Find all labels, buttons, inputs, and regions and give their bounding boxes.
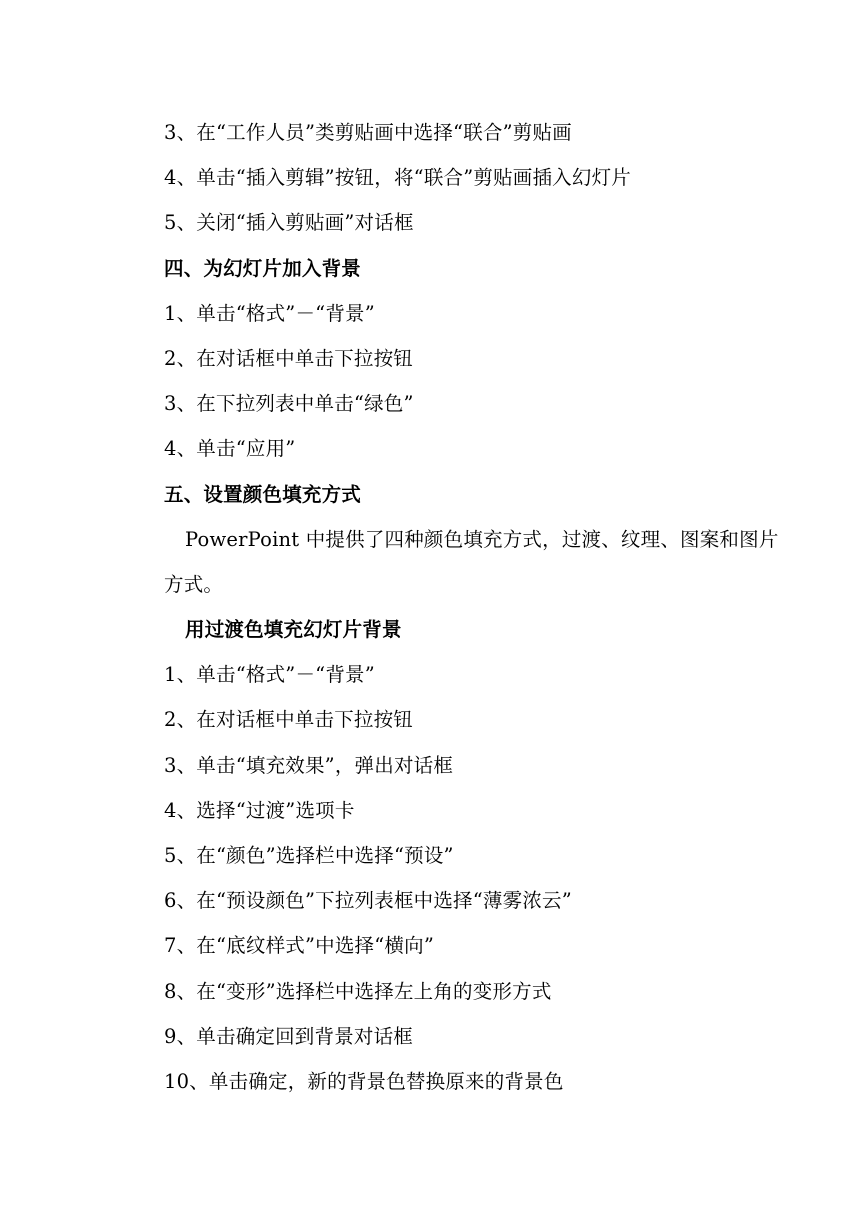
list-item: 9、单击确定回到背景对话框 <box>164 1024 414 1048</box>
list-item: 5、关闭“插入剪贴画”对话框 <box>164 211 414 235</box>
list-item: 1、单击“格式”－“背景” <box>164 663 375 687</box>
list-item: 3、在“工作人员”类剪贴画中选择“联合”剪贴画 <box>164 121 572 144</box>
list-item: 8、在“变形”选择栏中选择左上角的变形方式 <box>164 979 552 1003</box>
body-paragraph: PowerPoint 中提供了四种颜色填充方式，过渡、纹理、图案和图片方式。 <box>164 527 779 596</box>
section-heading: 五、设置颜色填充方式 <box>164 482 362 506</box>
list-item: 4、单击“插入剪辑”按钮，将“联合”剪贴画插入幻灯片 <box>164 166 631 190</box>
list-item: 2、在对话框中单击下拉按钮 <box>164 346 414 370</box>
list-item: 2、在对话框中单击下拉按钮 <box>164 708 414 732</box>
list-item: 10、单击确定，新的背景色替换原来的背景色 <box>164 1069 564 1093</box>
section-heading: 四、为幻灯片加入背景 <box>164 256 362 280</box>
list-item: 3、单击“填充效果”，弹出对话框 <box>164 753 454 777</box>
list-item: 3、在下拉列表中单击“绿色” <box>164 392 414 416</box>
document-body <box>164 110 804 1104</box>
list-item: 1、单击“格式”－“背景” <box>164 301 375 325</box>
list-item: 7、在“底纹样式”中选择“横向” <box>164 934 434 958</box>
list-item: 4、单击“应用” <box>164 437 296 461</box>
list-item: 4、选择“过渡”选项卡 <box>164 798 355 822</box>
list-item: 5、在“颜色”选择栏中选择“预设” <box>164 844 454 868</box>
sub-heading: 用过渡色填充幻灯片背景 <box>185 618 402 642</box>
list-item: 6、在“预设颜色”下拉列表框中选择“薄雾浓云” <box>164 889 572 913</box>
